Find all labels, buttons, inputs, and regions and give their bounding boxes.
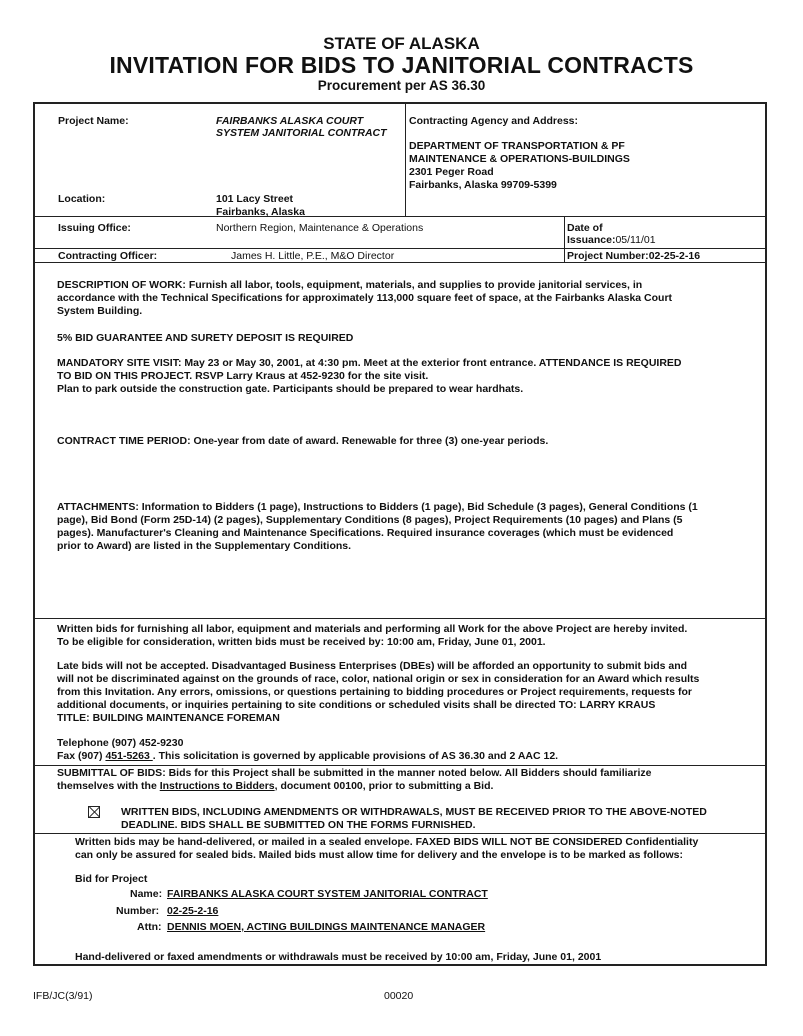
delivery-instructions: can only be assured for sealed bids. Mailed bids must allow time for delivery and the envelope is to be marked as follows:: [75, 849, 684, 861]
governing-provisions: . This solicitation is governed by applicable provisions of AS 36.30 and 2 AAC 12.: [152, 750, 559, 762]
divider-line: [33, 833, 767, 834]
envelope-attn-label: Attn:: [137, 921, 162, 933]
location-value: Fairbanks, Alaska: [216, 206, 305, 218]
divider-line: [33, 765, 767, 766]
telephone-number: Telephone (907) 452-9230: [57, 737, 184, 749]
agency-label: Contracting Agency and Address:: [409, 115, 578, 127]
late-bids-notice: will not be discriminated against on the grounds of race, color, national origin or sex in consideration for an Award which results: [57, 673, 700, 685]
attachments-list: pages). Manufacturer's Cleaning and Maintenance Specifications. Required insurance coverages (which must be evidenced: [57, 527, 674, 539]
bid-for-project-label: Bid for Project: [75, 873, 148, 885]
date-of-issuance-label: Date of: [567, 222, 603, 234]
date-of-issuance-value: 05/11/01: [615, 234, 656, 246]
date-of-issuance: [567, 234, 656, 247]
form-code: IFB/JC(3/91): [33, 990, 93, 1002]
divider-line: [564, 216, 565, 262]
attachments-list: prior to Award) are listed in the Supplementary Conditions.: [57, 540, 352, 552]
agency-address: DEPARTMENT OF TRANSPORTATION & PF: [409, 140, 625, 152]
envelope-attn-value: DENNIS MOEN, ACTING BUILDINGS MAINTENANCE MANAGER: [167, 921, 486, 933]
state-heading: STATE OF ALASKA: [323, 34, 480, 53]
contracting-officer-value: James H. Little, P.E., M&O Director: [231, 250, 395, 262]
written-bids-requirement: DEADLINE. BIDS SHALL BE SUBMITTED ON THE FORMS FURNISHED.: [121, 819, 476, 831]
amendments-deadline: Hand-delivered or faxed amendments or withdrawals must be received by 10:00 am, Friday, June 01, 2001: [75, 951, 602, 963]
issuing-office-label: Issuing Office:: [58, 222, 131, 234]
submittal-of-bids: [57, 780, 493, 793]
contracting-officer-label: Contracting Officer:: [58, 250, 158, 262]
issuing-office-value: Northern Region, Maintenance & Operations: [216, 222, 424, 234]
attachments-list: ATTACHMENTS: Information to Bidders (1 page), Instructions to Bidders (1 page), Bid Schedule (3 pages), General Conditions (1: [57, 501, 698, 513]
description-of-work: accordance with the Technical Specifications for approximately 113,000 square feet of space, at the Fairbanks Alaska Court: [57, 292, 673, 304]
contact-title: TITLE: BUILDING MAINTENANCE FOREMAN: [57, 712, 280, 724]
late-bids-notice: Late bids will not be accepted. Disadvantaged Business Enterprises (DBEs) will be afforded an opportunity to submit bids and: [57, 660, 688, 672]
agency-address: Fairbanks, Alaska 99709-5399: [409, 179, 557, 191]
checked-box-icon: [88, 806, 100, 818]
envelope-number-label: Number:: [116, 905, 160, 917]
project-name-label: Project Name:: [58, 115, 129, 127]
divider-line: [33, 618, 767, 619]
fax-label: Fax (907): [57, 750, 106, 762]
submittal-of-bids: SUBMITTAL OF BIDS: Bids for this Project shall be submitted in the manner noted below. All Bidders should familiarize: [57, 767, 652, 779]
project-number-label: Project Number:: [567, 250, 649, 262]
project-name-value: SYSTEM JANITORIAL CONTRACT: [216, 127, 387, 139]
divider-line: [405, 103, 406, 216]
agency-address: 2301 Peger Road: [409, 166, 494, 178]
location-value: 101 Lacy Street: [216, 193, 294, 205]
late-bids-notice: from this Invitation. Any errors, omissions, or questions pertaining to bidding procedures or Project requirements, requests for: [57, 686, 692, 698]
project-number-value: 02-25-2-16: [648, 250, 701, 262]
project-number: [567, 250, 700, 263]
location-label: Location:: [58, 193, 106, 205]
description-of-work: DESCRIPTION OF WORK: Furnish all labor, tools, equipment, materials, and supplies to provide janitorial services, in: [57, 279, 643, 291]
submittal-text: , document 00100, prior to submitting a Bid.: [274, 780, 494, 792]
written-bids-invitation: To be eligible for consideration, written bids must be received by: 10:00 am, Friday, June 01, 2001.: [57, 636, 546, 648]
site-visit-notice: TO BID ON THIS PROJECT. RSVP Larry Kraus at 452-9230 for the site visit.: [57, 370, 429, 382]
delivery-instructions: Written bids may be hand-delivered, or mailed in a sealed envelope. FAXED BIDS WILL NOT BE CONSIDERED Confidentiality: [75, 836, 699, 848]
site-visit-notice: MANDATORY SITE VISIT: May 23 or May 30, 2001, at 4:30 pm. Meet at the exterior front entrance. ATTENDANCE IS REQUIRED: [57, 357, 682, 369]
procurement-subtitle: Procurement per AS 36.30: [317, 78, 486, 93]
late-bids-notice: additional documents, or inquiries pertaining to site conditions or scheduled visits shall be directed TO: LARRY KRAUS: [57, 699, 656, 711]
instructions-to-bidders-link: Instructions to Bidders: [159, 780, 275, 792]
envelope-name-value: FAIRBANKS ALASKA COURT SYSTEM JANITORIAL CONTRACT: [167, 888, 488, 900]
date-of-issuance-label: Issuance:: [567, 234, 616, 246]
submittal-text: themselves with the: [57, 780, 160, 792]
divider-line: [33, 248, 767, 249]
project-name-value: FAIRBANKS ALASKA COURT: [216, 115, 364, 127]
description-of-work: System Building.: [57, 305, 143, 317]
fax-number: 451-5263: [105, 750, 153, 762]
bid-guarantee-notice: 5% BID GUARANTEE AND SURETY DEPOSIT IS REQUIRED: [57, 332, 354, 344]
agency-address: MAINTENANCE & OPERATIONS-BUILDINGS: [409, 153, 630, 165]
fax-line: [57, 750, 558, 763]
document-title: INVITATION FOR BIDS TO JANITORIAL CONTRACTS: [109, 52, 694, 78]
site-visit-notice: Plan to park outside the construction gate. Participants should be prepared to wear hardhats.: [57, 383, 524, 395]
divider-line: [33, 216, 767, 217]
document-number: 00020: [384, 990, 414, 1002]
envelope-number-value: 02-25-2-16: [167, 905, 219, 917]
written-bids-requirement: WRITTEN BIDS, INCLUDING AMENDMENTS OR WITHDRAWALS, MUST BE RECEIVED PRIOR TO THE ABOVE-NOTED: [121, 806, 707, 818]
written-bids-invitation: Written bids for furnishing all labor, equipment and materials and performing all Work for the above Project are hereby invited.: [57, 623, 688, 635]
attachments-list: page), Bid Bond (Form 25D-14) (2 pages), Supplementary Conditions (8 pages), Project Requirements (10 pages) and Plans (5: [57, 514, 683, 526]
envelope-name-label: Name:: [130, 888, 163, 900]
contract-time-period: CONTRACT TIME PERIOD: One-year from date of award. Renewable for three (3) one-year periods.: [57, 435, 549, 447]
